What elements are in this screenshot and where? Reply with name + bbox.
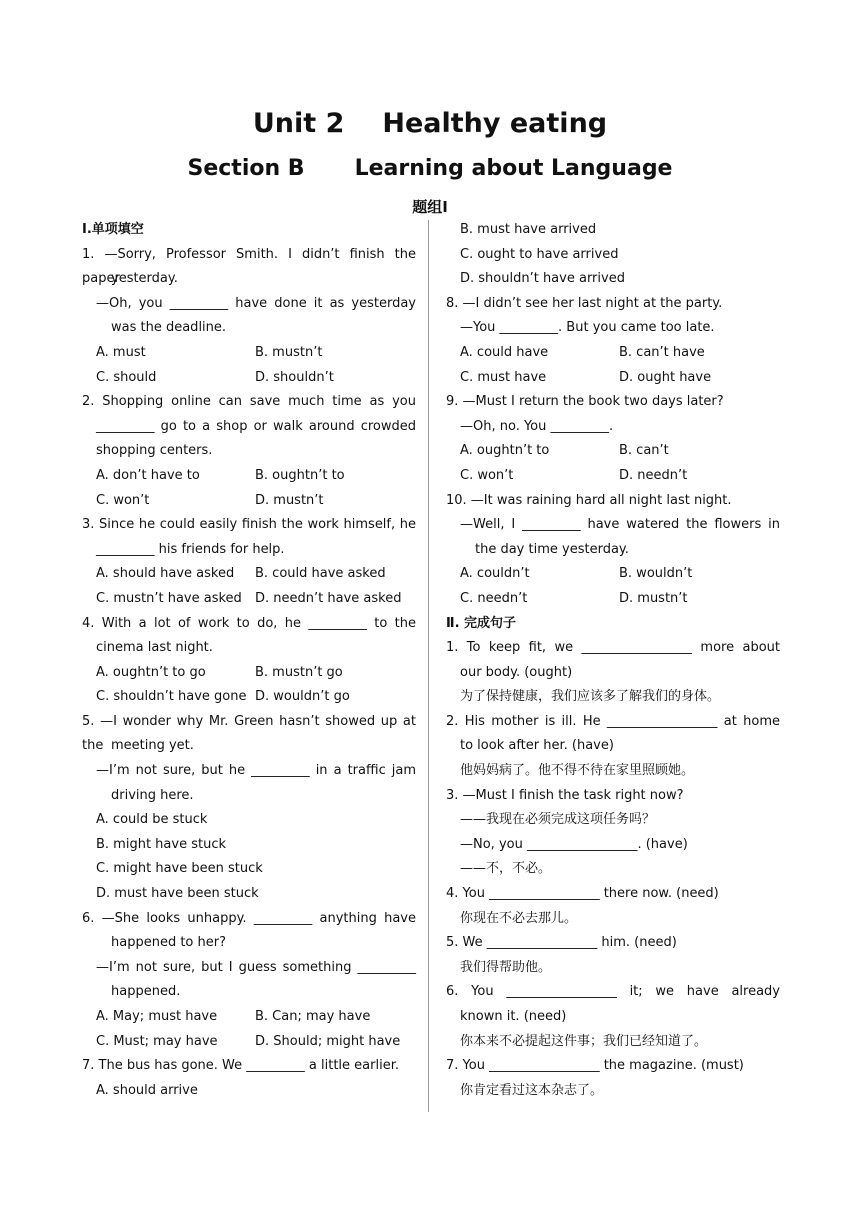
text-line: 6. —She looks unhappy. _________ anything have: [82, 910, 416, 926]
text-line: 4. You _________________ there now. (need): [446, 886, 719, 902]
text-line: —Oh, you _________ have done it as yesterday: [96, 295, 416, 311]
option: C. Must; may have: [96, 1033, 218, 1049]
option: A. oughtn’t to: [460, 443, 550, 459]
text-line: 3. —Must I finish the task right now?: [446, 787, 684, 803]
options-row: [446, 439, 780, 464]
section-heading: Ⅰ.单项填空: [82, 222, 144, 237]
option: C. mustn’t have asked: [96, 590, 242, 606]
option: A. should have asked: [96, 566, 235, 582]
text-line: 1. —Sorry, Professor Smith. I didn’t finish the paper: [82, 246, 416, 287]
text-line: meeting yet.: [111, 738, 194, 754]
text-line: happened to her?: [111, 935, 226, 951]
text-line: —I’m not sure, but he _________ in a traffic jam: [96, 763, 416, 779]
options-row: [446, 341, 780, 366]
options-row: [82, 366, 416, 391]
text-line: 4. With a lot of work to do, he _________ to the: [82, 615, 416, 631]
text-line: ——我现在必须完成这项任务吗？: [460, 812, 656, 828]
text-line: D. must have been stuck: [96, 886, 259, 902]
option: C. shouldn’t have gone: [96, 689, 247, 705]
option: B. can’t: [619, 443, 669, 459]
column-divider: [428, 220, 429, 1112]
option: C. should: [96, 369, 157, 385]
options-row: [82, 489, 416, 514]
options-row: [82, 685, 416, 710]
text-line: 5. —I wonder why Mr. Green hasn’t showed up at the: [82, 713, 416, 754]
option: D. wouldn’t go: [255, 689, 350, 705]
text-line: driving here.: [111, 787, 194, 803]
options-row: [82, 464, 416, 489]
option: D. needn’t: [619, 467, 688, 483]
left-column: [82, 218, 416, 1103]
option: B. oughtn’t to: [255, 467, 345, 483]
text-line: 他妈妈病了。他不得不待在家里照顾她。: [460, 763, 695, 779]
option: A. don’t have to: [96, 467, 200, 483]
option: B. mustn’t go: [255, 664, 343, 680]
text-line: was the deadline.: [111, 320, 227, 336]
text-line: —I’m not sure, but I guess something _________: [96, 959, 416, 975]
text-line: _________ his friends for help.: [96, 541, 285, 557]
text-line: C. ought to have arrived: [460, 246, 619, 262]
text-line: 2. Shopping online can save much time as you: [82, 394, 416, 410]
text-line: 10. —It was raining hard all night last night.: [446, 492, 732, 508]
options-row: [82, 1005, 416, 1030]
option: A. must: [96, 344, 146, 360]
text-line: to look after her. (have): [460, 738, 614, 754]
option: A. could have: [460, 344, 549, 360]
option: D. needn’t have asked: [255, 590, 402, 606]
section-topic: Learning about Language: [354, 156, 673, 181]
unit-label: Unit 2: [252, 108, 345, 139]
option: A. oughtn’t to go: [96, 664, 206, 680]
options-row: [446, 562, 780, 587]
options-row: [82, 587, 416, 612]
text-line: 我们得帮助他。: [460, 959, 552, 975]
text-line: 为了保持健康，我们应该多了解我们的身体。: [460, 689, 721, 705]
text-line: A. should arrive: [96, 1082, 198, 1098]
text-line: 你肯定看过这本杂志了。: [460, 1082, 604, 1098]
text-line: 你现在不必去那儿。: [460, 910, 578, 926]
text-line: 9. —Must I return the book two days later?: [446, 394, 724, 410]
section-title: [0, 156, 860, 181]
text-line: the day time yesterday.: [475, 541, 629, 557]
option: C. won’t: [96, 492, 150, 508]
text-line: cinema last night.: [96, 640, 213, 656]
options-row: [82, 341, 416, 366]
text-line: 你本来不必提起这件事；我们已经知道了。: [460, 1033, 708, 1049]
option: D. mustn’t: [619, 590, 688, 606]
text-line: known it. (need): [460, 1009, 567, 1024]
text-line: A. could be stuck: [96, 812, 208, 828]
option: C. won’t: [460, 467, 514, 483]
option: B. mustn’t: [255, 344, 323, 360]
option: B. can’t have: [619, 344, 705, 360]
text-line: 8. —I didn’t see her last night at the party.: [446, 295, 723, 311]
text-line: 7. The bus has gone. We _________ a little earlier.: [82, 1058, 399, 1074]
option: B. could have asked: [255, 566, 386, 582]
unit-topic: Healthy eating: [382, 108, 608, 139]
section-heading: Ⅱ. 完成句子: [446, 615, 517, 631]
right-column: [446, 218, 780, 1103]
text-line: 3. Since he could easily finish the work himself, he: [82, 517, 416, 533]
options-row: [446, 366, 780, 391]
section-label: Section B: [187, 156, 305, 181]
option: D. mustn’t: [255, 492, 324, 508]
text-line: our body. (ought): [460, 664, 573, 680]
text-line: ——不，不必。: [460, 861, 552, 877]
text-line: shopping centers.: [96, 443, 213, 459]
text-line: —No, you _________________. (have): [460, 836, 688, 852]
option: B. wouldn’t: [619, 566, 693, 582]
option: A. couldn’t: [460, 566, 530, 582]
text-line: 2. His mother is ill. He _________________ at home: [446, 713, 780, 729]
options-row: [82, 562, 416, 587]
option: C. must have: [460, 369, 547, 385]
text-line: 6. You _________________ it; we have already: [446, 984, 780, 1000]
text-line: 5. We _________________ him. (need): [446, 935, 677, 951]
text-line: —Oh, no. You _________.: [460, 418, 614, 434]
options-row: [446, 587, 780, 612]
text-line: D. shouldn’t have arrived: [460, 271, 625, 287]
text-line: yesterday.: [111, 271, 178, 287]
text-line: _________ go to a shop or walk around crowded: [96, 418, 416, 434]
option: D. shouldn’t: [255, 369, 334, 385]
text-line: 7. You _________________ the magazine. (must): [446, 1058, 744, 1074]
option: B. Can; may have: [255, 1009, 371, 1024]
text-line: B. must have arrived: [460, 222, 597, 237]
option: C. needn’t: [460, 590, 528, 606]
text-line: C. might have been stuck: [96, 861, 263, 877]
text-line: B. might have stuck: [96, 836, 226, 852]
text-line: happened.: [111, 984, 181, 1000]
option: D. Should; might have: [255, 1033, 401, 1049]
option: D. ought have: [619, 369, 712, 385]
options-row: [446, 464, 780, 489]
unit-title: [0, 108, 860, 139]
text-line: —You _________. But you came too late.: [460, 320, 715, 336]
option: A. May; must have: [96, 1009, 218, 1024]
options-row: [82, 661, 416, 686]
options-row: [82, 1030, 416, 1055]
group-title: 题组Ⅰ: [412, 198, 448, 216]
text-line: 1. To keep fit, we _________________ more about: [446, 640, 780, 656]
text-line: —Well, I _________ have watered the flowers in: [460, 517, 780, 533]
